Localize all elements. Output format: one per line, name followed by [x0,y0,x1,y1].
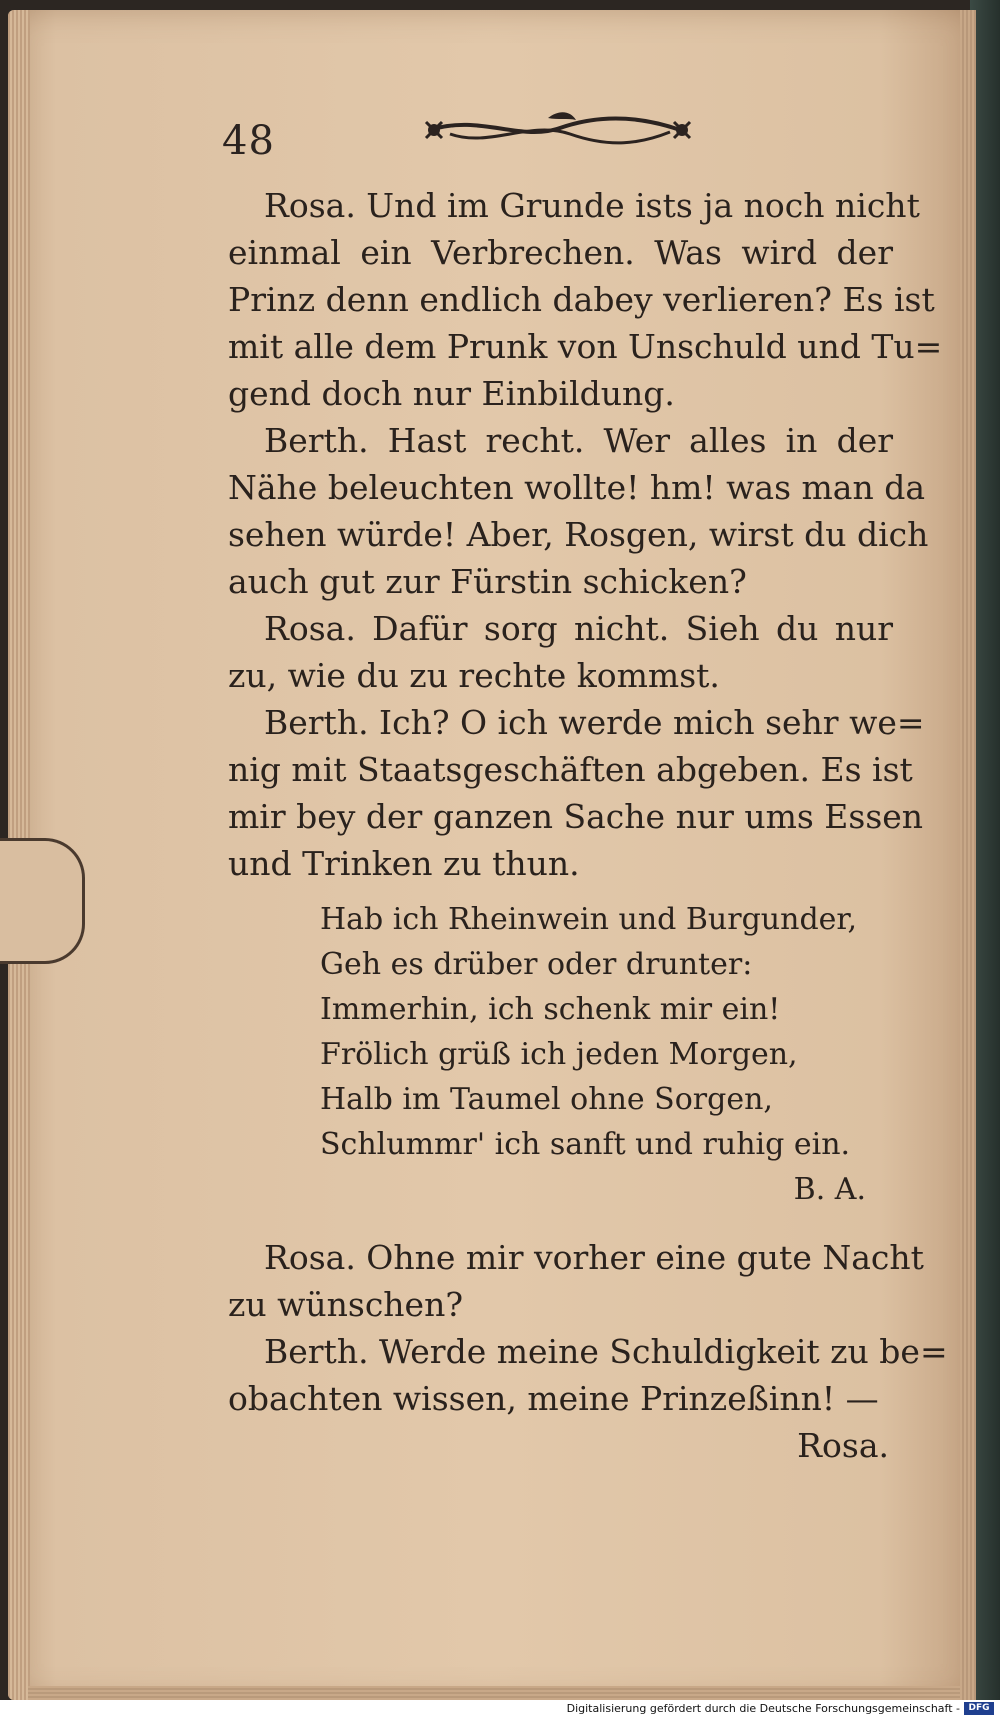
paragraph-berth-1 [228,417,929,605]
paragraph-rosa-1 [228,182,943,417]
text-line: mir bey der ganzen Sache nur ums Essen [228,797,924,836]
paragraph-berth-3 [228,1328,948,1422]
catchword: Rosa. [797,1426,889,1465]
main-text-block [228,182,943,887]
dfg-logo-icon: DFG [964,1702,994,1715]
text-line: zu, wie du zu rechte kommst. [228,656,720,695]
text-line: einmal ein Verbrechen. Was wird der [228,233,893,272]
verse-line: Hab ich Rheinwein und Burgunder, [320,902,857,937]
text-line: Nähe beleuchten wollte! hm! was man da [228,468,925,507]
verse-line: Halb im Taumel ohne Sorgen, [320,1082,773,1117]
page-edge-right [960,10,976,1700]
text-line: nig mit Staatsgeschäften abgeben. Es ist [228,750,913,789]
closing-text-block [228,1234,948,1469]
text-line: Berth. Ich? O ich werde mich sehr we= [264,703,925,742]
text-line: gend doch nur Einbildung. [228,374,675,413]
verse-signature: B. A. [793,1172,866,1207]
text-line: sehen würde! Aber, Rosgen, wirst du dich [228,515,929,554]
text-line: Rosa. Und im Grunde ists ja noch nicht [264,186,920,225]
text-line: zu wünschen? [228,1285,464,1324]
floral-ornament-icon [420,108,695,152]
page-number: 48 [222,118,275,164]
text-line: Berth. Werde meine Schuldigkeit zu be= [264,1332,948,1371]
text-line: Rosa. Ohne mir vorher eine gute Nacht [264,1238,924,1277]
verse-line: Immerhin, ich schenk mir ein! [320,992,781,1027]
verse-line: Schlummr' ich sanft und ruhig ein. [320,1127,851,1162]
text-line: Berth. Hast recht. Wer alles in der [264,421,893,460]
paragraph-rosa-2 [228,605,893,699]
text-line: obachten wissen, meine Prinzeßinn! — [228,1379,879,1418]
text-line: Rosa. Dafür sorg nicht. Sieh du nur [264,609,893,648]
footer-credit: Digitalisierung gefördert durch die Deutsche Forschungsgemeinschaft - [566,1702,960,1715]
text-line: und Trinken zu thun. [228,844,580,883]
verse-block [320,897,880,1212]
page-tab [0,838,85,964]
verse-line: Frölich grüß ich jeden Morgen, [320,1037,798,1072]
text-line: auch gut zur Fürstin schicken? [228,562,747,601]
digitization-footer [0,1700,1000,1717]
verse-line: Geh es drüber oder drunter: [320,947,753,982]
text-line: Prinz denn endlich dabey verlieren? Es ist [228,280,935,319]
text-line: mit alle dem Prunk von Unschuld und Tu= [228,327,943,366]
paragraph-berth-2 [228,699,925,887]
page-edge-bottom [28,1686,960,1700]
paragraph-rosa-3 [228,1234,924,1328]
